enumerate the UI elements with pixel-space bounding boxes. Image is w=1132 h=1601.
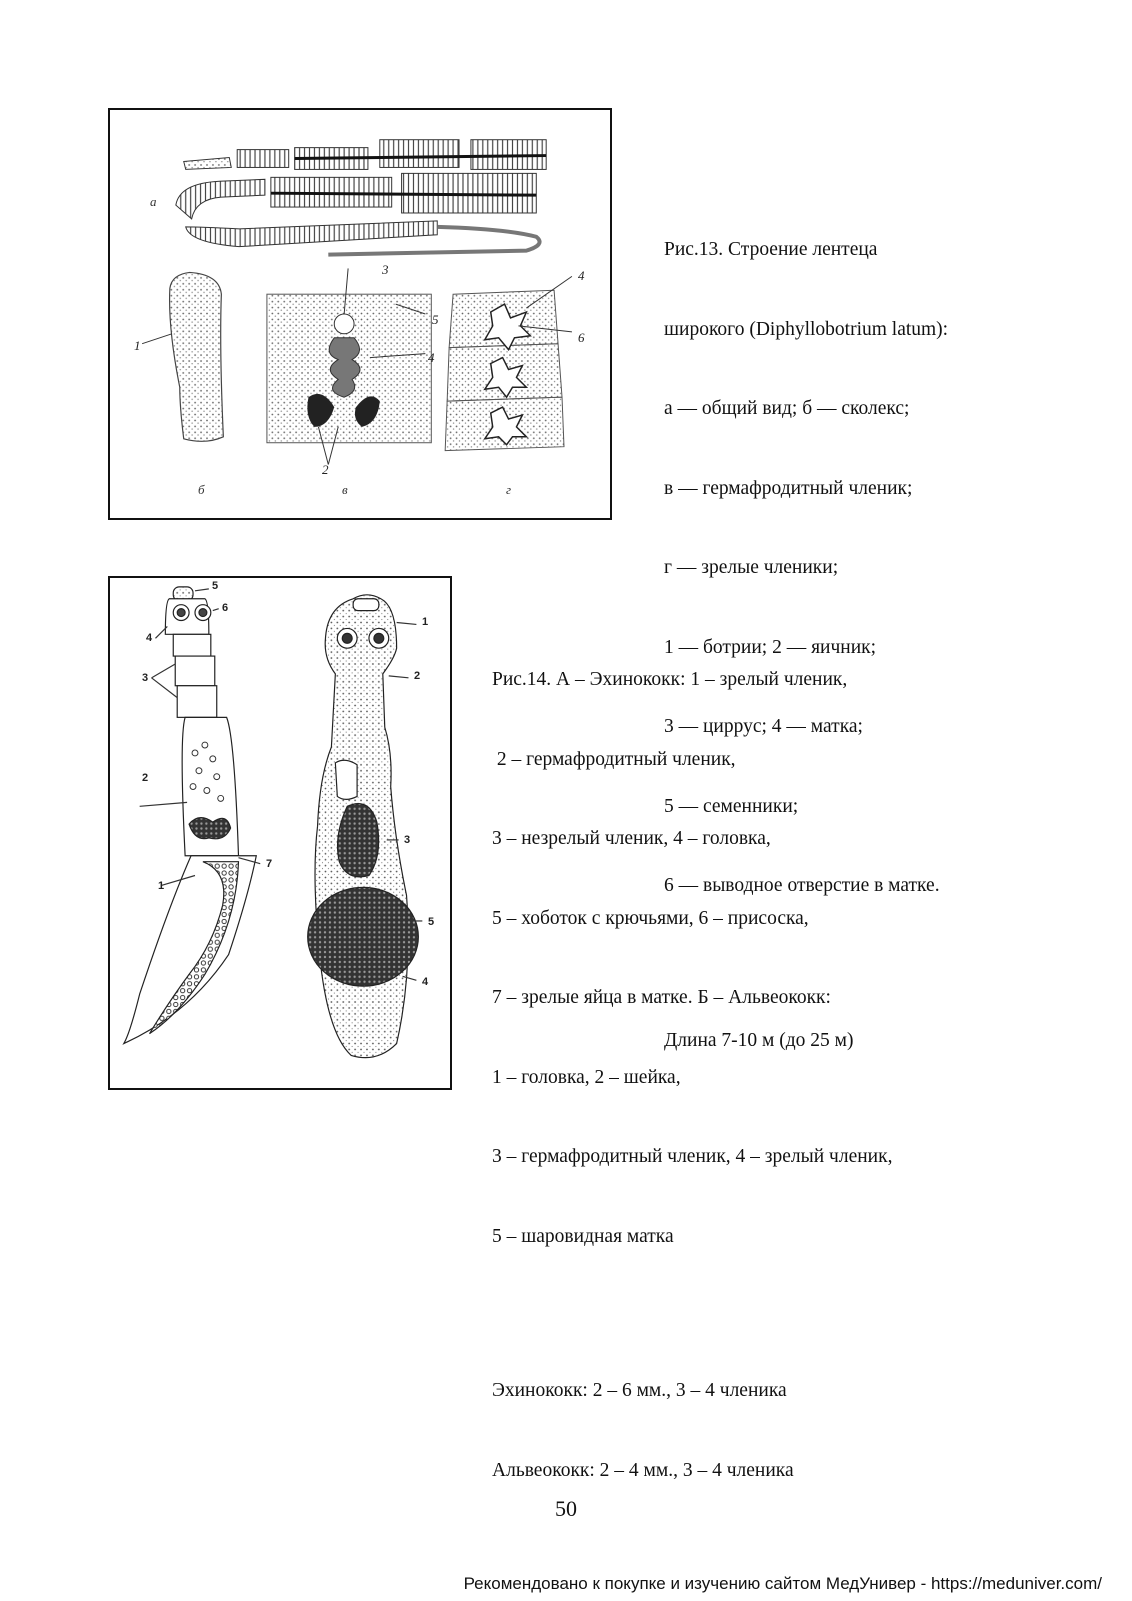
figure-14-caption xyxy=(492,614,892,1511)
footer-recommendation: Рекомендовано к покупке и изучению сайтом МедУнивер - https://meduniver.com/ xyxy=(463,1574,1102,1593)
panel-label-a: а xyxy=(150,194,157,209)
fig14a-num-6: 6 xyxy=(222,602,229,614)
fig14a-num-3: 3 xyxy=(142,672,149,684)
fig13-num-3: 3 xyxy=(382,262,389,277)
size-note-alveococcus: Альвеококк: 2 – 4 мм., 3 – 4 членика xyxy=(492,1459,794,1481)
mature-segments-drawing xyxy=(445,276,572,450)
figure-14-echinococcus-alveococcus xyxy=(108,576,452,1090)
fig14b-num-1: 1 xyxy=(422,616,429,628)
scolex-drawing xyxy=(142,272,223,441)
size-note-echinococcus: Эхинококк: 2 – 6 мм., 3 – 4 членика xyxy=(492,1380,787,1401)
caption-line: 6 — выводное отверстие в матке. xyxy=(664,875,940,896)
fig14b-num-5: 5 xyxy=(428,916,435,928)
strobila-row-2 xyxy=(176,173,536,219)
echinococcus-drawing xyxy=(124,587,260,1044)
caption-line: Рис.14. А – Эхинококк: 1 – зрелый членик, xyxy=(492,669,848,690)
fig13-num-5: 5 xyxy=(432,312,439,327)
caption-line: 5 – хоботок с крючьями, 6 – присоска, xyxy=(492,907,809,929)
figure-13-diphyllobothrium xyxy=(108,108,612,520)
figure-14-illustration xyxy=(110,578,450,1088)
fig14a-num-5: 5 xyxy=(212,580,219,592)
fig13-num-4-v: 4 xyxy=(428,350,435,365)
hermaphrodite-segment-drawing xyxy=(267,268,431,464)
strobila-row-3 xyxy=(186,221,540,255)
caption-line: в — гермафродитный членик; xyxy=(664,477,913,499)
figure-13-illustration xyxy=(110,110,610,518)
fig13-num-2: 2 xyxy=(322,462,329,477)
fig14a-num-4: 4 xyxy=(146,632,153,644)
caption-line: а — общий вид; б — сколекс; xyxy=(664,398,910,419)
caption-line: 1 — ботрии; 2 — яичник; xyxy=(664,636,877,658)
strobila-row-1 xyxy=(184,140,546,170)
caption-line: 5 — семенники; xyxy=(664,795,799,817)
page-number: 50 xyxy=(555,1496,577,1521)
panel-label-g: г xyxy=(506,482,512,497)
fig14b-num-3: 3 xyxy=(404,834,411,846)
panel-label-b: б xyxy=(198,482,205,497)
caption-line: 1 – головка, 2 – шейка, xyxy=(492,1066,681,1088)
caption-line: 2 – гермафродитный членик, xyxy=(492,748,736,770)
caption-line: г — зрелые членики; xyxy=(664,557,839,578)
caption-line: Рис.13. Строение лентеца xyxy=(664,239,878,260)
fig14b-num-4: 4 xyxy=(422,976,429,988)
fig14a-num-7: 7 xyxy=(266,858,273,870)
fig13-num-6: 6 xyxy=(578,330,585,345)
caption-line: 3 — циррус; 4 — матка; xyxy=(664,716,863,737)
fig14b-num-2: 2 xyxy=(414,670,421,682)
caption-line: 3 – незрелый членик, 4 – головка, xyxy=(492,828,771,849)
caption-line: 7 – зрелые яйца в матке. Б – Альвеококк: xyxy=(492,987,831,1008)
fig13-num-4-g: 4 xyxy=(578,268,585,283)
caption-line: 3 – гермафродитный членик, 4 – зрелый членик, xyxy=(492,1146,893,1167)
length-note: Длина 7-10 м (до 25 м) xyxy=(664,1029,854,1051)
caption-line: 5 – шаровидная матка xyxy=(492,1225,674,1247)
fig14a-num-1: 1 xyxy=(158,880,165,892)
fig14a-num-2: 2 xyxy=(142,772,149,784)
caption-line: широкого (Diphyllobotrium latum): xyxy=(664,318,949,340)
panel-label-v: в xyxy=(342,482,348,497)
fig13-num-1: 1 xyxy=(134,338,141,353)
alveococcus-drawing xyxy=(308,595,423,1058)
